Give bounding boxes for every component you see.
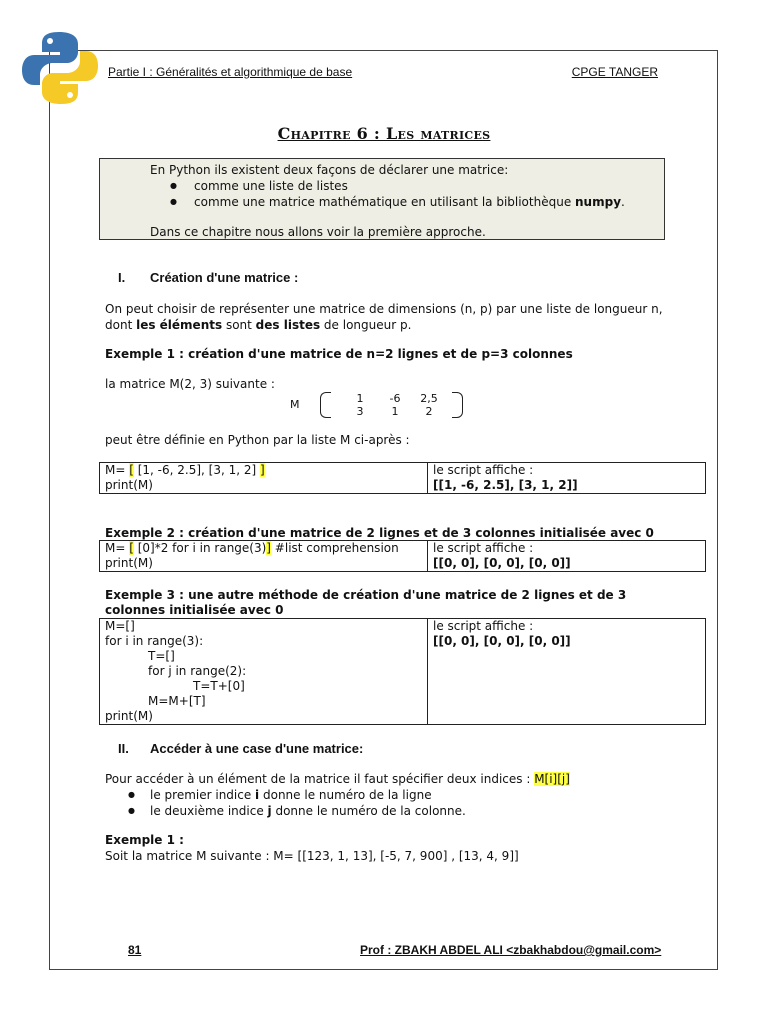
- matrix-left-bracket: [320, 392, 331, 418]
- example-4-title: Exemple 1 :: [105, 833, 184, 847]
- intro-line1: En Python ils existent deux façons de déclarer une matrice:: [150, 163, 509, 177]
- page-frame-bottom: [49, 969, 718, 970]
- footer-page-number: 81: [128, 943, 142, 957]
- header-right: CPGE TANGER: [571, 65, 658, 79]
- example-1-code-table: [99, 462, 706, 494]
- intro-item-1: ● comme une liste de listes: [194, 178, 664, 194]
- intro-item-2: ● comme une matrice mathématique en utilisant la bibliothèque numpy.: [194, 194, 664, 210]
- example-1-outro: peut être définie en Python par la liste M ci-après :: [105, 433, 410, 447]
- example-1-intro: la matrice M(2, 3) suivante :: [105, 377, 275, 391]
- chapter-title: Chapitre 6 : Les matrices: [277, 124, 491, 143]
- matrix-cell: 2: [425, 405, 433, 418]
- matrix-display: [288, 390, 468, 420]
- example-2-code: M= [ [0]*2 for i in range(3)] #list comprehension print(M): [100, 541, 428, 572]
- matrix-right-bracket: [452, 392, 463, 418]
- section-2-bullet-1: ● le premier indice i donne le numéro de la ligne: [150, 787, 432, 803]
- example-1-title: Exemple 1 : création d'une matrice de n=2 lignes et de p=3 colonnes: [105, 347, 573, 361]
- matrix-cell: 1: [356, 392, 364, 405]
- example-2-output: le script affiche : [[0, 0], [0, 0], [0, 0]]: [428, 541, 706, 572]
- example-3-code: M=[] for i in range(3): T=[] for j in range(2): T=T+[0] M=M+[T] print(M): [100, 619, 428, 725]
- section-2-paragraph: Pour accéder à un élément de la matrice il faut spécifier deux indices : M[i][j]: [105, 772, 570, 786]
- section-2-heading: II. Accéder à une case d'une matrice:: [118, 741, 364, 756]
- matrix-cell: -6: [389, 392, 401, 405]
- matrix-label: M: [290, 398, 300, 411]
- footer-author: Prof : ZBAKH ABDEL ALI <zbakhabdou@gmail.com>: [360, 943, 662, 957]
- example-3-output: le script affiche : [[0, 0], [0, 0], [0, 0]]: [428, 619, 706, 725]
- section-1-paragraph: On peut choisir de représenter une matrice de dimensions (n, p) par une liste de longueur n, dont les éléments sont des listes de longueur p.: [105, 302, 663, 332]
- example-2-title: Exemple 2 : création d'une matrice de 2 lignes et de 3 colonnes initialisée avec 0: [105, 526, 654, 540]
- section-1-heading: I. Création d'une matrice :: [118, 270, 299, 285]
- example-2-code-table: [99, 540, 706, 572]
- matrix-cell: 2,5: [420, 392, 438, 405]
- example-3-title: Exemple 3 : une autre méthode de création d'une matrice de 2 lignes et de 3 colonnes initialisée avec 0: [105, 588, 627, 617]
- example-1-output: le script affiche : [[1, -6, 2.5], [3, 1, 2]]: [428, 463, 706, 494]
- matrix-cell: 1: [391, 405, 399, 418]
- matrix-cell: 3: [356, 405, 364, 418]
- intro-list: [150, 178, 664, 210]
- example-3-code-table: [99, 618, 706, 725]
- intro-line2: Dans ce chapitre nous allons voir la première approche.: [150, 225, 486, 239]
- header-left: Partie I : Généralités et algorithmique de base: [108, 65, 353, 79]
- example-1-code: M= [ [1, -6, 2.5], [3, 1, 2] ] print(M): [100, 463, 428, 494]
- python-logo-icon: [20, 28, 100, 108]
- example-4-line: Soit la matrice M suivante : M= [[123, 1, 13], [-5, 7, 900] , [13, 4, 9]]: [105, 849, 519, 863]
- intro-box: [99, 158, 665, 240]
- section-2-bullet-2: ● le deuxième indice j donne le numéro de la colonne.: [150, 803, 466, 819]
